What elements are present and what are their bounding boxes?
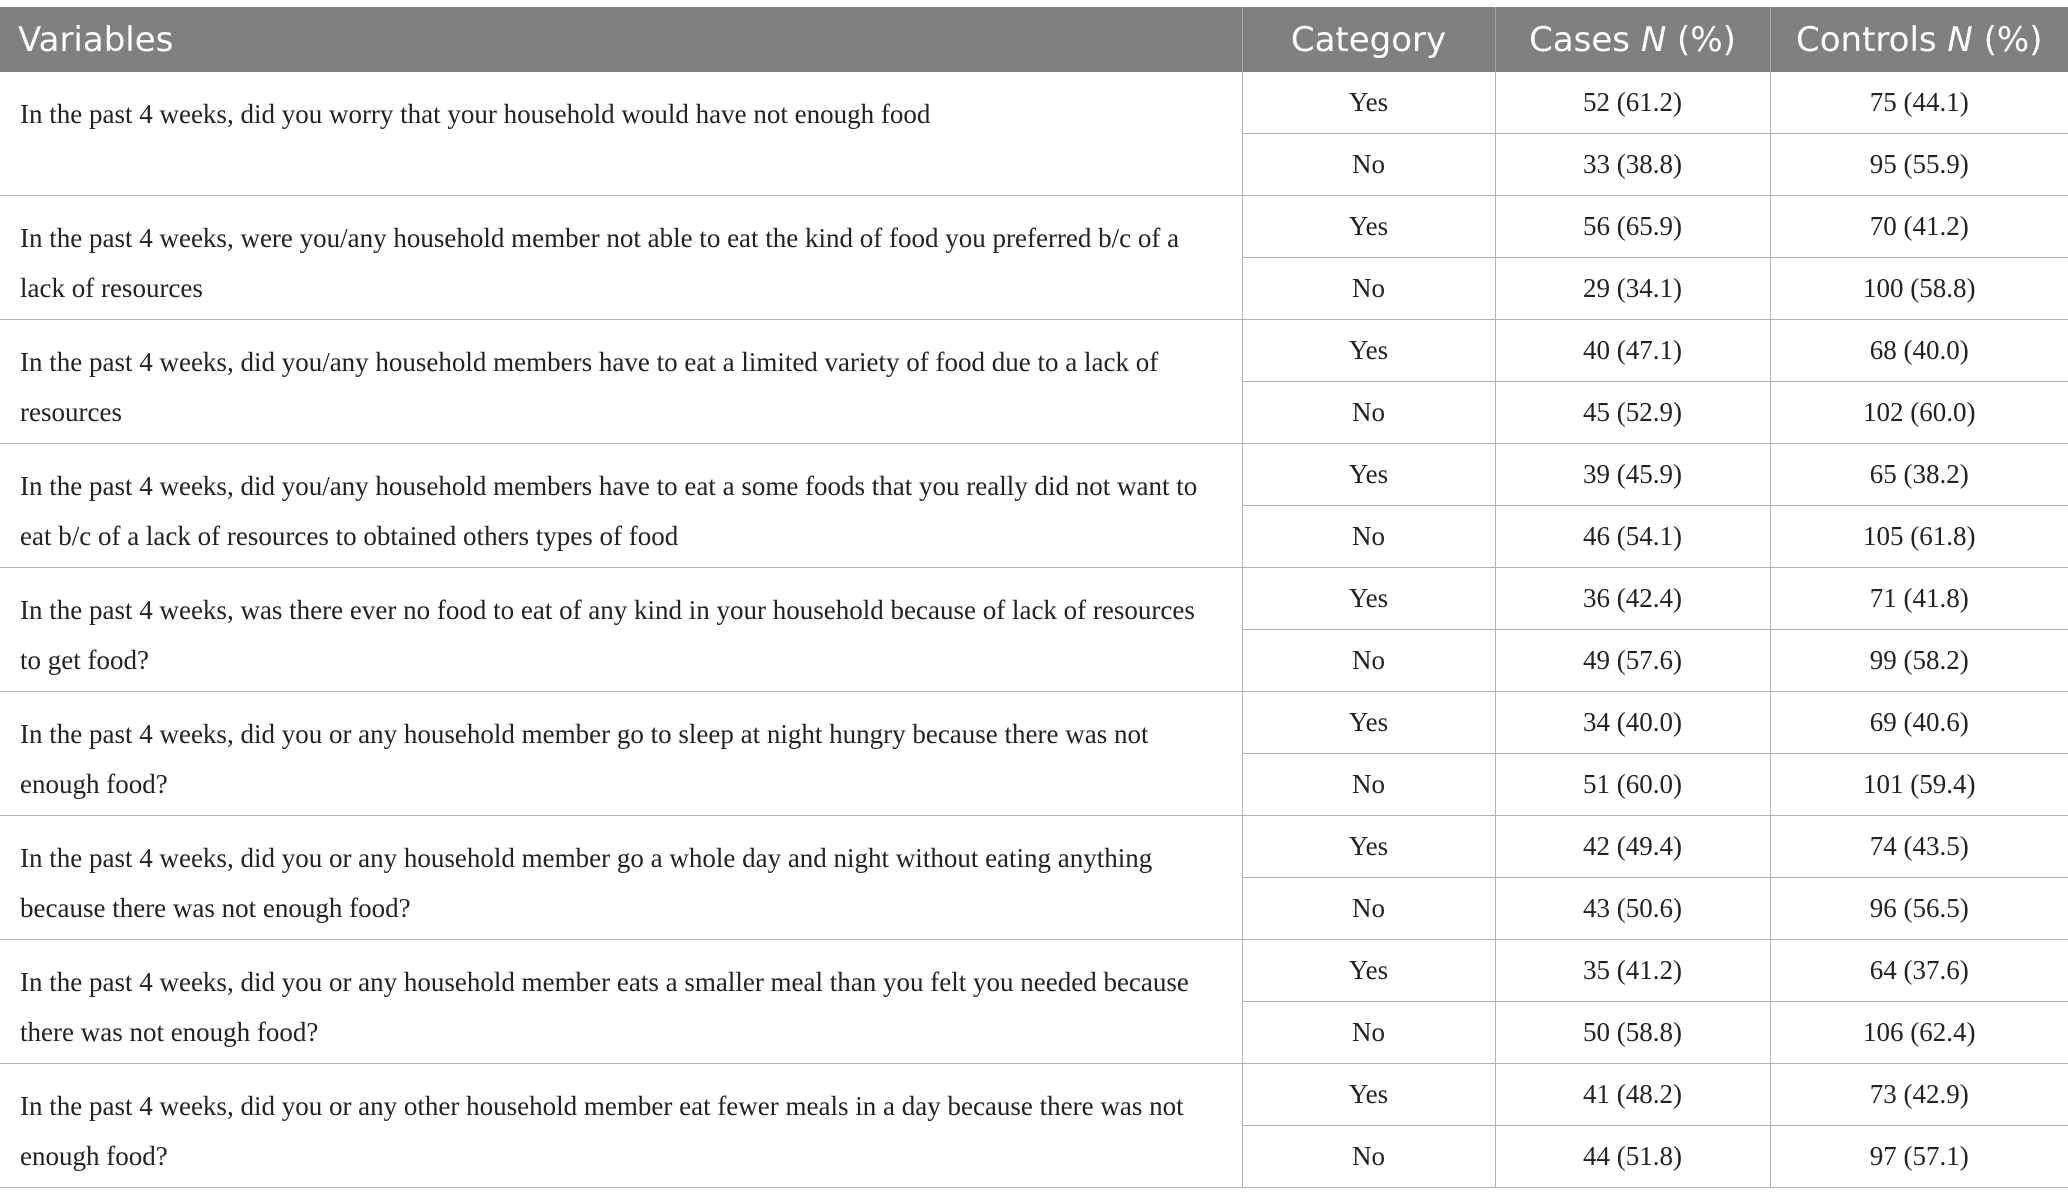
category-cell: Yes (1242, 568, 1495, 630)
header-variables (0, 7, 1242, 72)
cases-cell: 41 (48.2) (1495, 1064, 1770, 1126)
category-cell: Yes (1242, 816, 1495, 878)
cases-cell: 46 (54.1) (1495, 506, 1770, 568)
header-category-label: Category (1290, 19, 1447, 60)
category-cell: No (1242, 1126, 1495, 1188)
header-controls-suffix: (%) (1972, 19, 2043, 60)
category-cell: No (1242, 878, 1495, 940)
category-cell: No (1242, 506, 1495, 568)
controls-cell: 97 (57.1) (1770, 1126, 2068, 1188)
category-cell: No (1242, 1002, 1495, 1064)
controls-cell: 64 (37.6) (1770, 940, 2068, 1002)
category-cell: No (1242, 134, 1495, 196)
category-cell: Yes (1242, 196, 1495, 258)
table-row (0, 568, 2068, 630)
cases-cell: 51 (60.0) (1495, 754, 1770, 816)
table-header (0, 7, 2068, 72)
controls-cell: 99 (58.2) (1770, 630, 2068, 692)
table-row (0, 196, 2068, 258)
food-insecurity-table (0, 7, 2068, 1188)
question-cell: In the past 4 weeks, was there ever no food to eat of any kind in your household because of lack of resources to get food? (0, 568, 1242, 692)
header-row (0, 7, 2068, 72)
question-cell: In the past 4 weeks, did you or any household member eats a smaller meal than you felt you needed because there was not enough food? (0, 940, 1242, 1064)
category-cell: No (1242, 258, 1495, 320)
controls-cell: 106 (62.4) (1770, 1002, 2068, 1064)
question-cell: In the past 4 weeks, did you worry that your household would have not enough food (0, 72, 1242, 196)
table-row (0, 444, 2068, 506)
question-cell: In the past 4 weeks, did you/any household members have to eat a some foods that you really did not want to eat b/c of a lack of resources to obtained others types of food (0, 444, 1242, 568)
controls-cell: 71 (41.8) (1770, 568, 2068, 630)
cases-cell: 45 (52.9) (1495, 382, 1770, 444)
cases-cell: 35 (41.2) (1495, 940, 1770, 1002)
table-row (0, 816, 2068, 878)
table-row (0, 692, 2068, 754)
category-cell: No (1242, 754, 1495, 816)
cases-cell: 44 (51.8) (1495, 1126, 1770, 1188)
category-cell: Yes (1242, 692, 1495, 754)
question-cell: In the past 4 weeks, did you or any other household member eat fewer meals in a day because there was not enough food? (0, 1064, 1242, 1188)
cases-cell: 40 (47.1) (1495, 320, 1770, 382)
header-controls (1770, 7, 2068, 72)
header-cases-prefix: Cases (1529, 19, 1641, 60)
question-cell: In the past 4 weeks, did you/any household members have to eat a limited variety of food due to a lack of resources (0, 320, 1242, 444)
controls-cell: 75 (44.1) (1770, 72, 2068, 134)
controls-cell: 96 (56.5) (1770, 878, 2068, 940)
header-variables-label: Variables (18, 19, 174, 60)
category-cell: Yes (1242, 72, 1495, 134)
controls-cell: 102 (60.0) (1770, 382, 2068, 444)
cases-cell: 29 (34.1) (1495, 258, 1770, 320)
header-controls-prefix: Controls (1795, 19, 1948, 60)
header-cases (1495, 7, 1770, 72)
controls-cell: 95 (55.9) (1770, 134, 2068, 196)
controls-cell: 73 (42.9) (1770, 1064, 2068, 1126)
cases-cell: 49 (57.6) (1495, 630, 1770, 692)
header-cases-n: N (1640, 19, 1667, 60)
header-category (1242, 7, 1495, 72)
controls-cell: 70 (41.2) (1770, 196, 2068, 258)
controls-cell: 101 (59.4) (1770, 754, 2068, 816)
controls-cell: 100 (58.8) (1770, 258, 2068, 320)
controls-cell: 74 (43.5) (1770, 816, 2068, 878)
controls-cell: 65 (38.2) (1770, 444, 2068, 506)
header-cases-suffix: (%) (1666, 19, 1736, 60)
cases-cell: 34 (40.0) (1495, 692, 1770, 754)
category-cell: No (1242, 630, 1495, 692)
question-cell: In the past 4 weeks, did you or any household member go to sleep at night hungry because there was not enough food? (0, 692, 1242, 816)
table-body (0, 72, 2068, 1188)
table-row (0, 320, 2068, 382)
category-cell: Yes (1242, 1064, 1495, 1126)
table-row (0, 72, 2068, 134)
question-cell: In the past 4 weeks, did you or any household member go a whole day and night without eating anything because there was not enough food? (0, 816, 1242, 940)
cases-cell: 33 (38.8) (1495, 134, 1770, 196)
question-cell: In the past 4 weeks, were you/any household member not able to eat the kind of food you preferred b/c of a lack of resources (0, 196, 1242, 320)
cases-cell: 43 (50.6) (1495, 878, 1770, 940)
category-cell: Yes (1242, 940, 1495, 1002)
header-controls-n: N (1947, 19, 1973, 60)
category-cell: Yes (1242, 444, 1495, 506)
controls-cell: 68 (40.0) (1770, 320, 2068, 382)
controls-cell: 105 (61.8) (1770, 506, 2068, 568)
cases-cell: 36 (42.4) (1495, 568, 1770, 630)
cases-cell: 39 (45.9) (1495, 444, 1770, 506)
controls-cell: 69 (40.6) (1770, 692, 2068, 754)
cases-cell: 52 (61.2) (1495, 72, 1770, 134)
cases-cell: 56 (65.9) (1495, 196, 1770, 258)
category-cell: No (1242, 382, 1495, 444)
cases-cell: 50 (58.8) (1495, 1002, 1770, 1064)
cases-cell: 42 (49.4) (1495, 816, 1770, 878)
table-row (0, 1064, 2068, 1126)
category-cell: Yes (1242, 320, 1495, 382)
table-row (0, 940, 2068, 1002)
